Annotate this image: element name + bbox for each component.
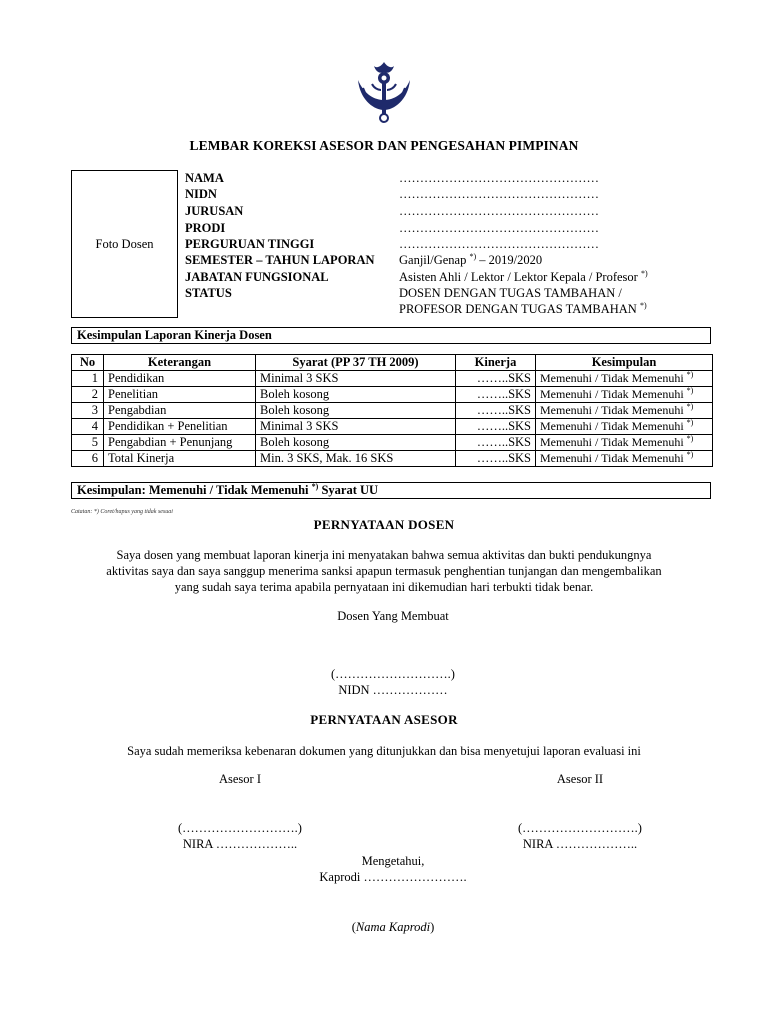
value-status-line1: DOSEN DENGAN TUGAS TAMBAHAN / [399,286,622,300]
pernyataan-dosen-line2: aktivitas saya dan saya sanggup menerima sanksi apapun termasuk penghentian tunjangan dan mengembalikan [106,564,662,578]
value-nidn: ………………………………………… [399,187,599,201]
university-emblem-icon [354,58,414,128]
asesor2-label: Asesor II [556,772,604,786]
label-prodi: PRODI [185,221,226,235]
cell-no: 2 [72,387,104,403]
label-status: STATUS [185,286,232,300]
kaprodi-name: (Nama Kaprodi) [351,920,435,934]
cell-keterangan: Penelitian [104,387,256,403]
cell-keterangan: Pendidikan + Penelitian [104,419,256,435]
value-semester-tahun: Ganjil/Genap *) – 2019/2020 [399,252,543,267]
pernyataan-dosen-line3: yang sudah saya terima apabila pernyataan ini dikemudian hari terbukti tidak benar. [174,580,594,594]
label-nidn: NIDN [185,187,217,201]
header-keterangan: Keterangan [104,355,256,371]
asesor2-name: (……………………….) [518,821,642,835]
cell-kinerja: ……..SKS [456,451,536,467]
cell-kesimpulan: Memenuhi / Tidak Memenuhi *) [536,451,713,467]
cell-keterangan: Pendidikan [104,371,256,387]
asesor1-label: Asesor I [218,772,261,786]
cell-kinerja: ……..SKS [456,403,536,419]
cell-no: 1 [72,371,104,387]
cell-no: 5 [72,435,104,451]
document-title: LEMBAR KOREKSI ASESOR DAN PENGESAHAN PIMPINAN [189,138,579,153]
label-perguruan-tinggi: PERGURUAN TINGGI [185,237,315,251]
table-header-row [72,355,713,371]
dosen-signer-label: Dosen Yang Membuat [337,609,449,623]
cell-kesimpulan: Memenuhi / Tidak Memenuhi *) [536,403,713,419]
cell-keterangan: Pengabdian + Penunjang [104,435,256,451]
cell-syarat: Boleh kosong [256,403,456,419]
value-nama: ………………………………………… [399,171,599,185]
header-kinerja: Kinerja [456,355,536,371]
table-row [72,451,713,467]
cell-no: 4 [72,419,104,435]
cell-kesimpulan: Memenuhi / Tidak Memenuhi *) [536,371,713,387]
value-jabatan-fungsional: Asisten Ahli / Lektor / Lektor Kepala / Profesor *) [399,269,648,284]
table-row [72,435,713,451]
value-jurusan: ………………………………………… [399,204,599,218]
cell-kinerja: ……..SKS [456,419,536,435]
cell-syarat: Boleh kosong [256,387,456,403]
cell-kesimpulan: Memenuhi / Tidak Memenuhi *) [536,387,713,403]
cell-syarat: Minimal 3 SKS [256,419,456,435]
value-perguruan-tinggi: ………………………………………… [399,237,599,251]
cell-no: 6 [72,451,104,467]
footnote: Catatan: *) Coret/hapus yang tidak sesuai [71,509,173,515]
pernyataan-dosen-line1: Saya dosen yang membuat laporan kinerja ini menyatakan bahwa semua aktivitas dan bukti pendukungnya [116,548,652,562]
photo-label: Foto Dosen [95,237,154,251]
cell-kesimpulan: Memenuhi / Tidak Memenuhi *) [536,419,713,435]
label-jabatan-fungsional: JABATAN FUNGSIONAL [185,270,329,284]
asesor1-name: (……………………….) [178,821,302,835]
pernyataan-asesor-title: PERNYATAAN ASESOR [310,712,458,727]
header-kesimpulan: Kesimpulan [536,355,713,371]
cell-kesimpulan: Memenuhi / Tidak Memenuhi *) [536,435,713,451]
dosen-signer-nidn: NIDN ……………… [338,683,448,697]
table-row [72,387,713,403]
kesimpulan-header: Kesimpulan Laporan Kinerja Dosen [71,327,711,344]
cell-keterangan: Pengabdian [104,403,256,419]
cell-kinerja: ……..SKS [456,371,536,387]
table-row [72,371,713,387]
cell-no: 3 [72,403,104,419]
mengetahui-label: Mengetahui, [361,854,425,868]
cell-keterangan: Total Kinerja [104,451,256,467]
pernyataan-asesor-text: Saya sudah memeriksa kebenaran dokumen yang ditunjukkan dan bisa menyetujui laporan evaluasi ini [127,744,641,758]
label-nama: NAMA [185,171,224,185]
dosen-signer-name: (……………………….) [331,667,455,681]
value-status-line2: PROFESOR DENGAN TUGAS TAMBAHAN *) [399,301,647,316]
value-prodi: ………………………………………… [399,221,599,235]
cell-kinerja: ……..SKS [456,435,536,451]
cell-syarat: Minimal 3 SKS [256,371,456,387]
table-row [72,403,713,419]
asesor1-nira: NIRA ……………….. [182,837,298,851]
kesimpulan-footer: Kesimpulan: Memenuhi / Tidak Memenuhi *) Syarat UU [71,482,711,499]
cell-syarat: Boleh kosong [256,435,456,451]
cell-syarat: Min. 3 SKS, Mak. 16 SKS [256,451,456,467]
pernyataan-dosen-title: PERNYATAAN DOSEN [313,517,455,532]
kaprodi-label: Kaprodi ……………………. [319,870,467,884]
label-jurusan: JURUSAN [185,204,244,218]
asesor2-nira: NIRA ……………….. [522,837,638,851]
table-row [72,419,713,435]
cell-kinerja: ……..SKS [456,387,536,403]
kinerja-table [71,354,713,467]
header-syarat: Syarat (PP 37 TH 2009) [256,355,456,371]
label-semester-tahun: SEMESTER – TAHUN LAPORAN [185,253,375,267]
header-no: No [72,355,104,371]
